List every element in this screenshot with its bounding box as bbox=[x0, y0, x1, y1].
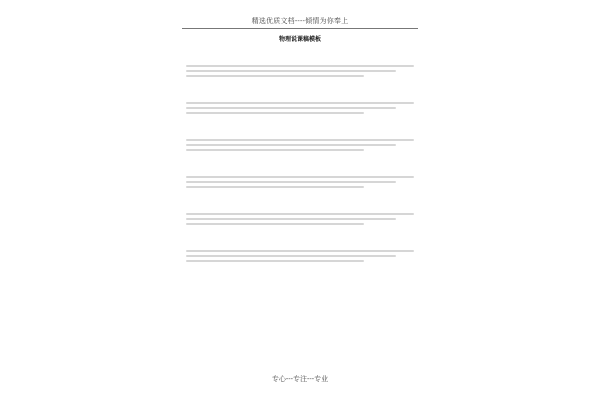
section-text bbox=[186, 126, 414, 136]
section-text bbox=[186, 89, 414, 99]
text-placeholder bbox=[186, 213, 414, 225]
document-title: 物理说课稿模板 bbox=[278, 36, 321, 43]
document-footer: 专心---专注---专业 bbox=[271, 375, 329, 383]
document-header: 精选优质文档----倾情为你奉上 bbox=[251, 17, 349, 25]
text-placeholder bbox=[186, 139, 414, 151]
section-text bbox=[186, 163, 414, 173]
document-section bbox=[186, 83, 414, 114]
document-section bbox=[186, 120, 414, 151]
text-placeholder bbox=[186, 102, 414, 114]
section-text bbox=[186, 52, 414, 62]
document-body bbox=[186, 46, 414, 368]
text-placeholder bbox=[186, 65, 414, 77]
text-placeholder bbox=[186, 176, 414, 188]
header-divider bbox=[182, 28, 418, 29]
section-text bbox=[186, 237, 414, 247]
document-section bbox=[186, 157, 414, 188]
section-text bbox=[186, 200, 414, 210]
document-page bbox=[172, 10, 428, 392]
document-section bbox=[186, 231, 414, 262]
text-placeholder bbox=[186, 250, 414, 262]
document-section bbox=[186, 194, 414, 225]
document-section bbox=[186, 46, 414, 77]
